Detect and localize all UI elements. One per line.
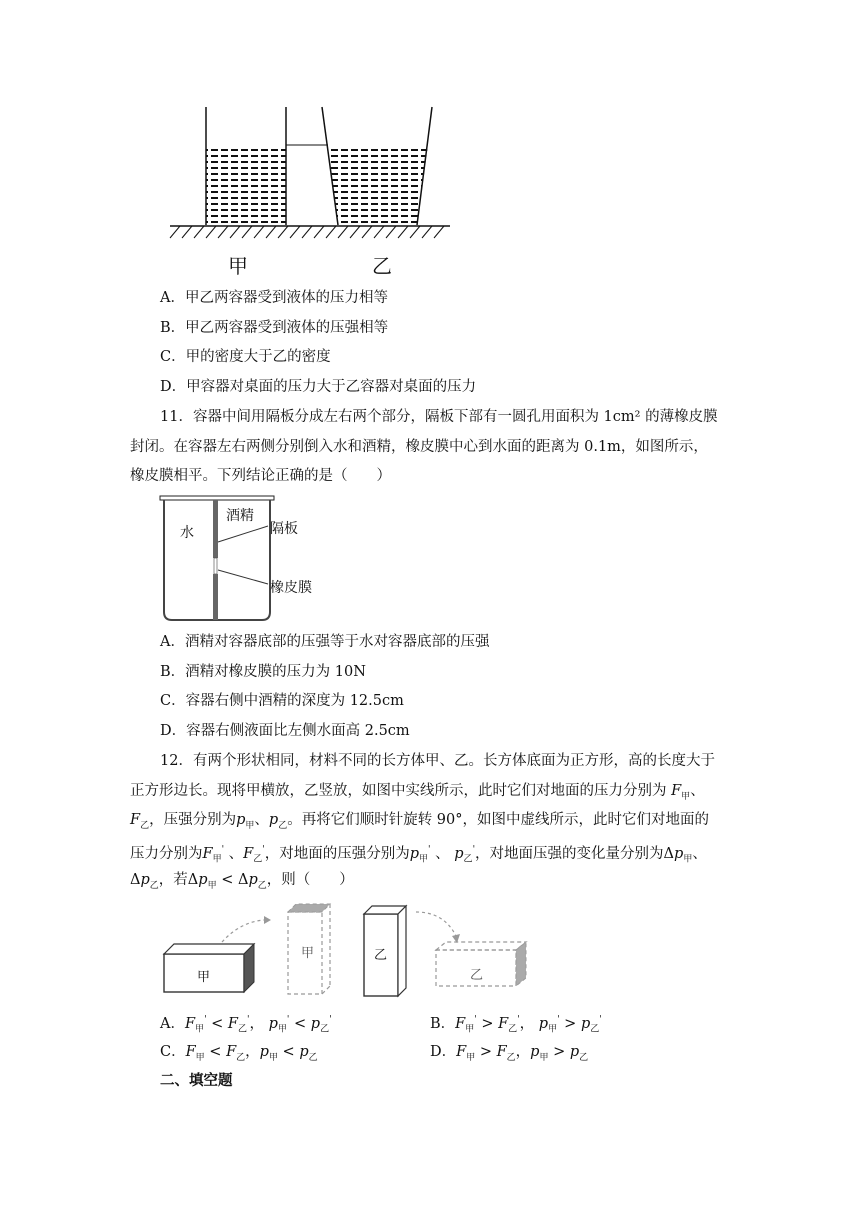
sub-yi: 乙: [278, 820, 288, 831]
two-containers-figure: [160, 105, 460, 280]
q11-option-d: D．容器右侧液面比左侧水面高 2.5cm: [160, 723, 410, 739]
sub-yi: 乙: [253, 854, 263, 865]
sub-yi: 乙: [236, 1052, 246, 1063]
sub-jia: 甲: [465, 1024, 475, 1035]
q12-option-b-label: B．: [430, 1015, 456, 1032]
q12-stem-line5: $\Delta p_乙$，若$\Delta p_甲 < \Delta p_乙$，则（ ）: [130, 872, 354, 891]
q12-line5-b: ，则（ ）: [266, 872, 354, 888]
box-label-jia-solid: 甲: [197, 970, 211, 985]
q12-option-c: C．$F_甲 < F_乙$，$p_甲 < p_乙$: [160, 1044, 318, 1063]
q12-stem-line2: 正方形边长。现将甲横放，乙竖放，如图中实线所示，此时它们对地面的压力分别为 $F_甲$、: [130, 783, 705, 802]
q12-option-a-label: A．: [160, 1015, 185, 1032]
q12-option-d-label: D．: [430, 1044, 457, 1060]
q11-option-a: A．酒精对容器底部的压强等于水对容器底部的压强: [160, 634, 490, 650]
sub-yi: 乙: [320, 1024, 330, 1035]
q12-stem-line3: $F_乙$，压强分别为$p_甲$、$p_乙$。再将它们顺时针旋转 90°，如图中虚线所示，此时它们对地面的: [130, 812, 710, 831]
sub-jia: 甲: [539, 1052, 549, 1063]
q12-line4-b: ，对地面的压强分别为: [264, 845, 410, 862]
box-label-jia-dashed: 甲: [301, 946, 315, 961]
q10-option-a: A．甲乙两容器受到液体的压力相等: [160, 290, 388, 306]
q12-option-a: A．$F_甲' < F_乙'$， $p_甲' < p_乙'$: [160, 1015, 332, 1035]
sub-jia: 甲: [548, 1024, 558, 1035]
q11-option-b: B．酒精对橡皮膜的压力为 10N: [160, 664, 366, 680]
sub-jia: 甲: [419, 854, 429, 865]
q12-stem-line1: 12．有两个形状相同，材料不同的长方体甲、乙。长方体底面为正方形，高的长度大于: [160, 753, 715, 769]
sub-jia: 甲: [683, 854, 693, 865]
q12-line2-text: 正方形边长。现将甲横放，乙竖放，如图中实线所示，此时它们对地面的压力分别为: [130, 783, 667, 799]
figure-label-yi: 乙: [372, 254, 392, 278]
box-label-yi-dashed: 乙: [470, 968, 484, 983]
q12-option-b: B．$F_甲' > F_乙'$， $p_甲' > p_乙'$: [430, 1015, 602, 1035]
sub-yi: 乙: [463, 854, 473, 865]
q10-option-b: B．甲乙两容器受到液体的压强相等: [160, 320, 389, 336]
q12-stem-line4: 压力分别为$F_甲'$ 、$F_乙'$，对地面的压强分别为$p_甲'$ 、 $p_乙'$，对地面压强的变化量分别为$\Delta p_甲$、: [130, 845, 707, 865]
q12-line4-a: 压力分别为: [130, 845, 203, 862]
sub-jia: 甲: [195, 1052, 205, 1063]
q10-option-d: D．甲容器对桌面的压力大于乙容器对桌面的压力: [160, 379, 477, 395]
sub-yi: 乙: [508, 1024, 518, 1035]
section-title: 二、填空题: [160, 1072, 233, 1089]
q12-line4-c: ，对地面压强的变化量分别为: [475, 845, 664, 862]
q12-line3-tail: ，压强分别为: [149, 812, 237, 828]
sub-yi: 乙: [506, 1052, 516, 1063]
label-water: 水: [180, 525, 194, 541]
sub-yi: 乙: [590, 1024, 600, 1035]
sub-jia: 甲: [277, 1024, 287, 1035]
sub-jia: 甲: [212, 854, 222, 865]
sub-jia: 甲: [681, 791, 691, 802]
q12-option-c-label: C．: [160, 1044, 186, 1060]
sub-yi: 乙: [237, 1024, 247, 1035]
sub-jia: 甲: [207, 880, 217, 891]
sub-jia: 甲: [195, 1024, 205, 1035]
sub-jia: 甲: [245, 820, 255, 831]
label-alcohol: 酒精: [226, 508, 254, 524]
sub-jia: 甲: [268, 1052, 278, 1063]
q12-option-d: D．$F_甲 > F_乙$，$p_甲 > p_乙$: [430, 1044, 589, 1063]
q12-line5-a: ，若: [158, 872, 188, 888]
label-partition: 隔板: [270, 521, 298, 537]
box-label-yi-solid: 乙: [374, 948, 388, 963]
figure-label-jia: 甲: [228, 254, 248, 278]
sub-yi: 乙: [149, 880, 159, 891]
q10-option-c: C．甲的密度大于乙的密度: [160, 349, 331, 365]
q11-stem-line2: 封闭。在容器左右两侧分别倒入水和酒精，橡皮膜中心到水面的距离为 0.1m，如图所示，: [130, 439, 708, 455]
sub-yi: 乙: [140, 820, 150, 831]
q11-option-c: C．容器右侧中酒精的深度为 12.5cm: [160, 693, 404, 709]
q11-stem-line3: 橡皮膜相平。下列结论正确的是（ ）: [130, 468, 391, 484]
sub-yi: 乙: [579, 1052, 589, 1063]
sub-yi: 乙: [257, 880, 267, 891]
sub-yi: 乙: [308, 1052, 318, 1063]
boxes-rotation-figure: [160, 898, 540, 998]
sub-jia: 甲: [466, 1052, 476, 1063]
q12-line3-end: 。再将它们顺时针旋转 90°，如图中虚线所示，此时它们对地面的: [287, 812, 710, 828]
label-membrane: 橡皮膜: [270, 580, 312, 596]
q11-stem-line1: 11．容器中间用隔板分成左右两个部分，隔板下部有一圆孔用面积为 1cm² 的薄橡皮膜: [160, 409, 718, 425]
partition-container-figure: [158, 494, 278, 624]
